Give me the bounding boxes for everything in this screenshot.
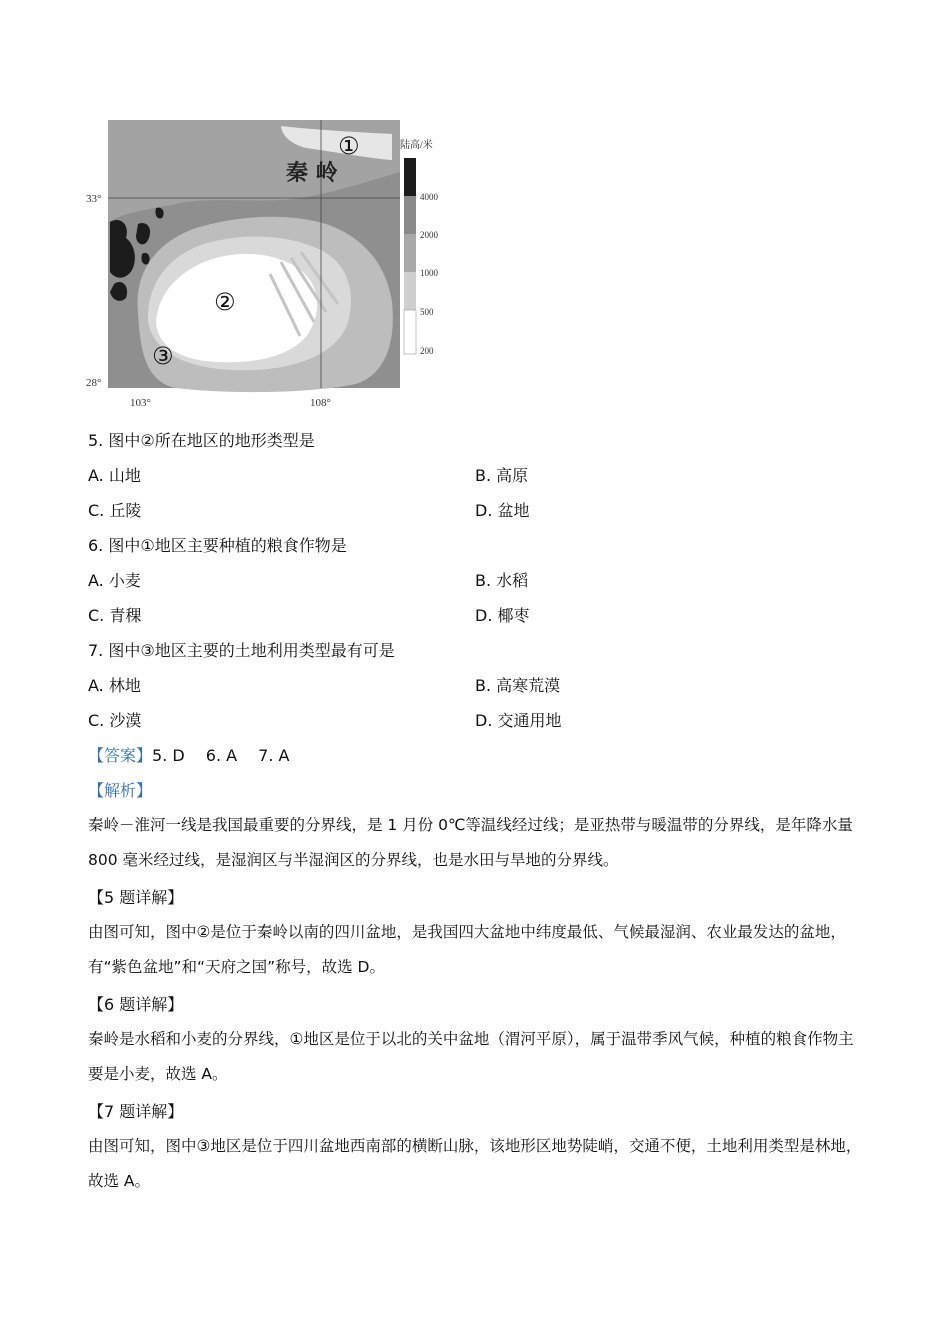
detail-7-text: 由图可知，图中③地区是位于四川盆地西南部的横断山脉，该地形区地势陡峭，交通不便，土地利用类型是林地，故选 A。 [88, 1137, 862, 1190]
range-name-label: 秦 岭 [286, 160, 338, 186]
question-5-option-a: A. 山地 [88, 466, 141, 485]
marker-3: ③ [152, 342, 174, 370]
marker-1: ① [338, 132, 360, 160]
detail-5-heading: 【5 题详解】 [88, 888, 184, 907]
legend-value-500: 500 [420, 307, 434, 317]
question-6-option-a: A. 小麦 [88, 571, 141, 590]
lon-label-left: 103° [130, 397, 151, 409]
question-6-option-c: C. 青稞 [88, 606, 142, 625]
legend-title: 陆高/米 [400, 140, 433, 151]
legend-value-2000: 2000 [420, 230, 438, 240]
answer-label: 【答案】 [88, 746, 153, 765]
lon-label-right: 108° [310, 397, 331, 409]
question-7-option-d: D. 交通用地 [475, 711, 562, 730]
question-7-option-b: B. 高寒荒漠 [475, 676, 561, 695]
detail-6-text: 秦岭是水稻和小麦的分界线，①地区是位于以北的关中盆地（渭河平原），属于温带季风气候，种植的粮食作物主要是小麦，故选 A。 [88, 1030, 854, 1083]
detail-6-heading: 【6 题详解】 [88, 995, 184, 1014]
question-7-option-c: C. 沙漠 [88, 711, 142, 730]
question-6-option-d: D. 椰枣 [475, 606, 530, 625]
question-5-option-b: B. 高原 [475, 466, 529, 485]
question-5-option-c: C. 丘陵 [88, 501, 142, 520]
analysis-label: 【解析】 [88, 781, 153, 800]
legend-value-4000: 4000 [420, 192, 438, 202]
lat-label-top: 33° [86, 193, 102, 205]
topographic-map [86, 112, 456, 412]
marker-2: ② [214, 288, 236, 316]
question-6-option-b: B. 水稻 [475, 571, 529, 590]
lat-label-bottom: 28° [86, 377, 102, 389]
answer-text: 5. D 6. A 7. A [152, 746, 290, 765]
question-7-option-a: A. 林地 [88, 676, 141, 695]
answer-line [88, 746, 289, 766]
legend-value-200: 200 [420, 346, 434, 356]
question-7-stem: 7. 图中③地区主要的土地利用类型最有可是 [88, 641, 395, 660]
legend-value-1000: 1000 [420, 268, 438, 278]
question-6-stem: 6. 图中①地区主要种植的粮食作物是 [88, 536, 347, 555]
question-5-option-d: D. 盆地 [475, 501, 530, 520]
elevation-legend [400, 138, 439, 356]
detail-7-heading: 【7 题详解】 [88, 1102, 184, 1121]
question-5-stem: 5. 图中②所在地区的地形类型是 [88, 431, 315, 450]
analysis-text: 秦岭－淮河一线是我国最重要的分界线，是 1 月份 0℃等温线经过线；是亚热带与暖温带的分界线，是年降水量 800 毫米经过线，是湿润区与半湿润区的分界线，也是水田与旱地的分界线。 [88, 816, 853, 869]
detail-5-text: 由图可知，图中②是位于秦岭以南的四川盆地，是我国四大盆地中纬度最低、气候最湿润、农业最发达的盆地，有“紫色盆地”和“天府之国”称号，故选 D。 [88, 923, 846, 976]
